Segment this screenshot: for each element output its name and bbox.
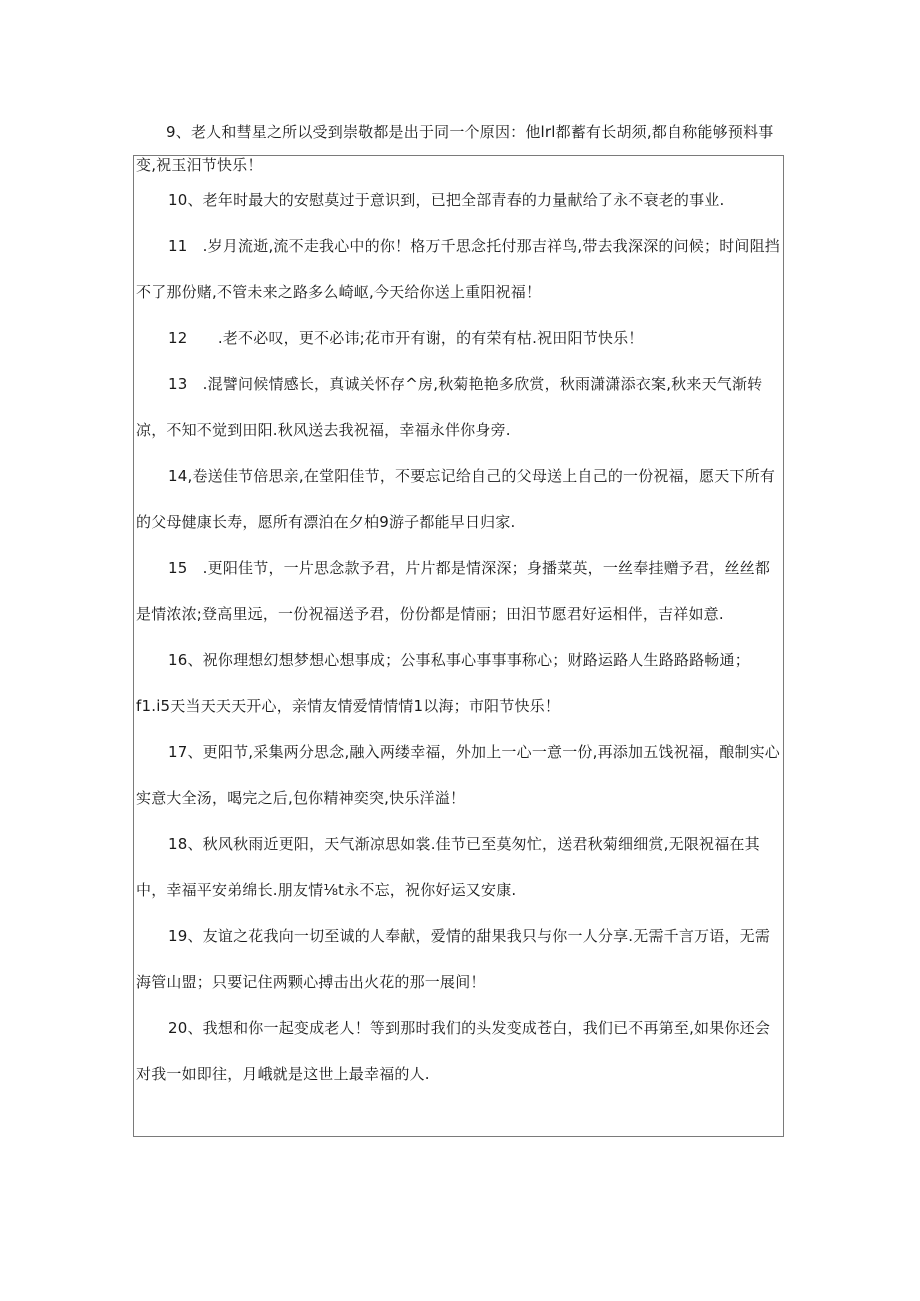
paragraph-16: 16、祝你理想幻想梦想心想事成；公事私事心事事事称心；财路运路人生路路路畅通；f1.i5天当天天天开心，亲情友情爱情情情1以海；市阳节快乐！	[136, 651, 750, 715]
paragraph-13: 13 .混譬问候情感长，真诚关怀存^房,秋菊艳艳多欣赏，秋雨潇潇添衣案,秋来天气渐转凉，不知不觉到田阳.秋风送去我祝福，幸福永伴你身旁.	[136, 375, 763, 439]
text-box-body	[136, 177, 781, 1097]
paragraph-17: 17、更阳节,采集两分思念,融入两缕幸福，外加上一心一意一份,再添加五饯祝福，酿制实心实意大全汤，喝完之后,包你精神奕突,快乐洋溢！	[136, 743, 780, 807]
paragraph-11: 11 .岁月流逝,流不走我心中的你！格万千思念托付那吉祥鸟,带去我深深的问候；时间阻挡不了那份赌,不管未来之路多么崎岖,今天给你送上重阳祝福！	[136, 237, 780, 301]
paragraph-14: 14,卷送佳节倍思亲,在堂阳佳节，不要忘记给自己的父母送上自己的一份祝福，愿天下所有的父母健康长寿，愿所有漂泊在夕柏9游子都能早日归家.	[136, 467, 776, 531]
paragraph-18: 18、秋风秋雨近更阳，天气渐凉思如裳.佳节已至莫匆忙，送君秋菊细细赏,无限祝福在其中，幸福平安弟绵长.朋友情⅛t永不忘，祝你好运又安康.	[136, 835, 760, 899]
paragraph-19: 19、友谊之花我向一切至诚的人奉献，爱情的甜果我只与你一人分享.无需千言万语，无需海管山盟；只要记住两颗心搏击出火花的那一展间！	[136, 927, 771, 991]
paragraph-15: 15 .更阳佳节，一片思念款予君，片片都是情深深；身播菜英，一丝奉挂赠予君，丝丝都是情浓浓;登高里远，一份祝福送予君，份份都是情丽；田汨节愿君好运相伴，吉祥如意.	[136, 559, 771, 623]
paragraph-10: 10、老年时最大的安慰莫过于意识到，已把全部青春的力量献给了永不衰老的事业.	[168, 191, 725, 209]
paragraph-20: 20、我想和你一起变成老人！等到那时我们的头发变成苍白，我们已不再第至,如果你还会对我一如即往，月峨就是这世上最幸福的人.	[136, 1019, 771, 1083]
paragraph-12: 12 .老不必叹，更不必讳;花市开有谢，的有荣有枯.祝田阳节快乐！	[168, 329, 644, 347]
paragraph-9: 9、老人和彗星之所以受到崇敬都是出于同一个原因：他lrl都蓄有长胡须,都自称能够预料事变,祝玉汨节快乐！	[136, 123, 774, 174]
bordered-text-box	[133, 155, 784, 1137]
